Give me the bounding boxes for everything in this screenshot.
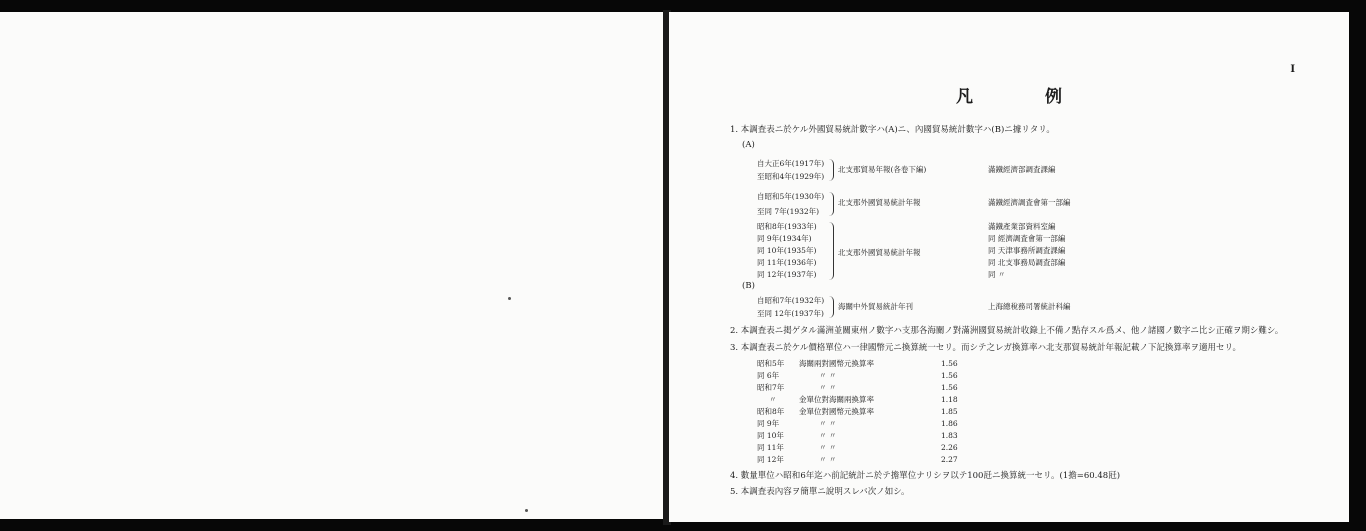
source-period: 自昭和5年(1930年) <box>757 192 825 201</box>
source-brace <box>829 296 834 318</box>
rate-desc: 金單位對國幣元換算率 <box>799 407 874 416</box>
rate-value: 1.86 <box>941 419 958 428</box>
rate-year: 同 6年 <box>757 371 780 380</box>
source-period: 至昭和4年(1929年) <box>757 172 825 181</box>
paper-speck <box>525 509 528 512</box>
section-b-label: (B) <box>742 281 755 291</box>
rate-desc: 海關兩對國幣元換算率 <box>799 359 874 368</box>
rate-year: 同 12年 <box>757 455 784 464</box>
page-title: 凡例 <box>956 87 1134 107</box>
rate-desc: 〃 〃 <box>819 455 837 464</box>
rate-value: 2.26 <box>941 443 958 452</box>
paper-speck <box>508 297 511 300</box>
section-a-label: (A) <box>742 140 755 150</box>
rate-year: 同 11年 <box>757 443 784 452</box>
source-publisher: 同 〃 <box>988 270 1006 279</box>
rate-value: 2.27 <box>941 455 958 464</box>
source-publisher: 同 經濟調査會第一部編 <box>988 234 1066 243</box>
source-brace <box>829 222 834 280</box>
source-publisher: 滿鐵經濟調査會第一部編 <box>988 198 1071 207</box>
rate-desc: 〃 〃 <box>819 419 837 428</box>
note-2: 2. 本調査表ニ掲ゲタル滿洲並關東州ノ數字ハ支那各海關ノ對滿洲國貿易統計收錄上不備ノ點存スル爲メ、他ノ諸國ノ數字ニ比シ正確ヲ期シ難シ。 <box>730 326 1284 336</box>
source-publication: 北支那外國貿易統計年報 <box>838 198 921 207</box>
rate-year: 同 10年 <box>757 431 784 440</box>
source-publisher: 上海總稅務司署統計科編 <box>988 302 1071 311</box>
source-period: 同 9年(1934年) <box>757 234 812 243</box>
source-publisher: 同 天津事務所調査課編 <box>988 246 1066 255</box>
note-3: 3. 本調査表ニ於ケル價格單位ハ一律國幣元ニ換算統一セリ。而シテ之レガ換算率ハ北支那貿易統計年報記載ノ下記換算率ヲ適用セリ。 <box>730 343 1242 353</box>
right-page <box>669 12 1349 522</box>
source-period: 同 11年(1936年) <box>757 258 817 267</box>
rate-value: 1.83 <box>941 431 958 440</box>
rate-desc: 〃 〃 <box>819 371 837 380</box>
source-publisher: 滿鐵經濟部調査課編 <box>988 165 1056 174</box>
rate-year: 〃 <box>769 395 777 404</box>
rate-value: 1.56 <box>941 359 958 368</box>
source-period: 昭和8年(1933年) <box>757 222 817 231</box>
rate-desc: 〃 〃 <box>819 431 837 440</box>
note-4: 4. 數量單位ハ昭和6年迄ハ前記統計ニ於テ擔單位ナリシヲ以テ100瓩ニ換算統一セリ。(1擔=60.48瓩) <box>730 471 1121 481</box>
source-publication: 海關中外貿易統計年刊 <box>838 302 913 311</box>
rate-value: 1.85 <box>941 407 958 416</box>
source-period: 至同 12年(1937年) <box>757 309 824 318</box>
rate-desc: 〃 〃 <box>819 443 837 452</box>
source-period: 同 10年(1935年) <box>757 246 817 255</box>
source-publisher: 同 北支事務局調査部編 <box>988 258 1066 267</box>
source-period: 至同 7年(1932年) <box>757 207 820 216</box>
page-number: I <box>1290 64 1295 75</box>
source-brace <box>829 159 834 181</box>
rate-value: 1.56 <box>941 371 958 380</box>
source-period: 自大正6年(1917年) <box>757 159 825 168</box>
rate-year: 同 9年 <box>757 419 780 428</box>
rate-year: 昭和7年 <box>757 383 785 392</box>
rate-value: 1.56 <box>941 383 958 392</box>
source-publisher: 滿鐵產業部資料室編 <box>988 222 1056 231</box>
source-period: 同 12年(1937年) <box>757 270 817 279</box>
note-5: 5. 本調査表內容ヲ簡單ニ說明スレバ次ノ如シ。 <box>730 487 910 497</box>
left-blank-page <box>0 12 665 519</box>
rate-year: 昭和5年 <box>757 359 785 368</box>
source-brace <box>829 192 834 216</box>
rate-desc: 金單位對海關兩換算率 <box>799 395 874 404</box>
source-publication: 北支那外國貿易統計年報 <box>838 248 921 257</box>
source-publication: 北支那貿易年報(各卷下編) <box>838 165 927 174</box>
rate-value: 1.18 <box>941 395 958 404</box>
source-period: 自昭和7年(1932年) <box>757 296 825 305</box>
rate-year: 昭和8年 <box>757 407 785 416</box>
rate-desc: 〃 〃 <box>819 383 837 392</box>
note-1: 1. 本調査表ニ於ケル外國貿易統計數字ハ(A)ニ、內國貿易統計數字ハ(B)ニ據リタリ。 <box>730 125 1055 135</box>
